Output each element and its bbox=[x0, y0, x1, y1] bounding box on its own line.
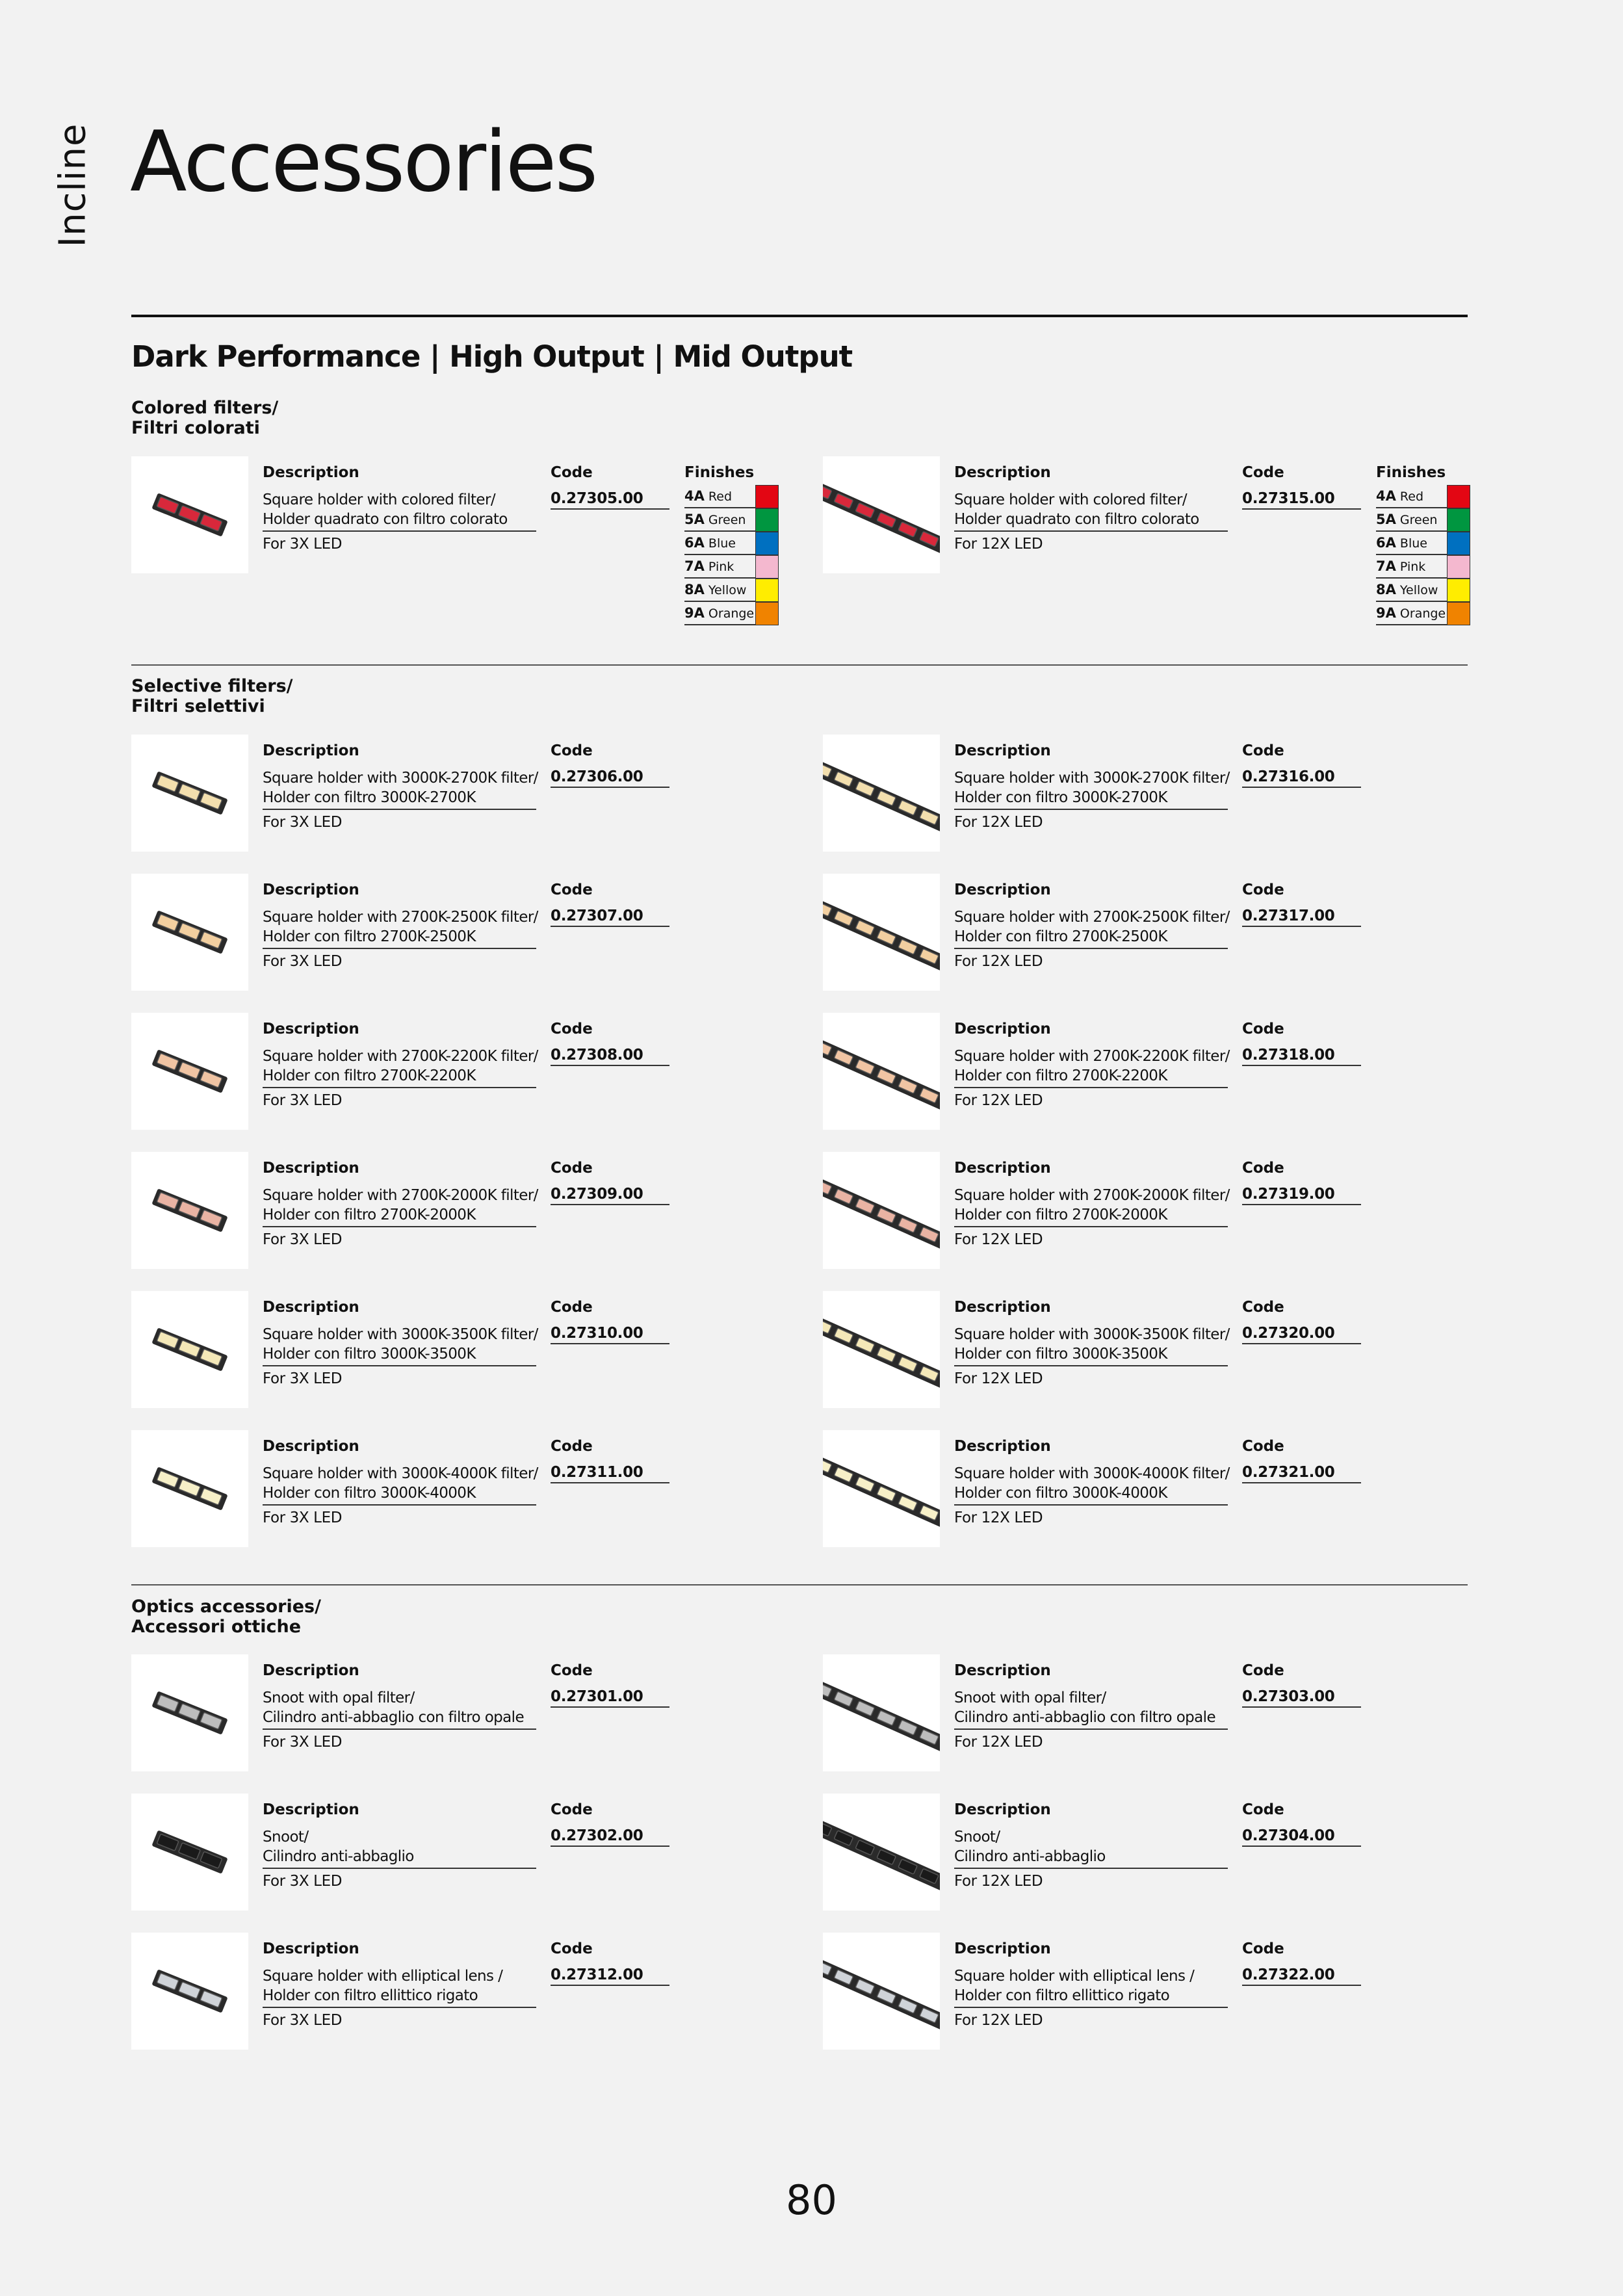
product-code: 0.27315.00 bbox=[1242, 490, 1361, 510]
product-thumbnail bbox=[823, 874, 940, 991]
product-thumbnail bbox=[823, 1013, 940, 1130]
product-thumbnail bbox=[131, 456, 248, 573]
code-header: Code bbox=[1242, 1801, 1284, 1818]
code-header: Code bbox=[1242, 1021, 1284, 1037]
finish-option: 6A Blue bbox=[684, 532, 779, 555]
product-0.27318.00 bbox=[823, 1013, 1473, 1130]
led-count: For 12X LED bbox=[954, 1509, 1043, 1526]
section-divider bbox=[131, 1584, 1468, 1585]
led-count: For 3X LED bbox=[263, 1370, 343, 1387]
product-0.27310.00 bbox=[131, 1291, 781, 1408]
led-count: For 3X LED bbox=[263, 814, 343, 831]
product-image bbox=[823, 1933, 940, 2050]
product-code: 0.27320.00 bbox=[1242, 1325, 1361, 1344]
description-header: Description bbox=[263, 1021, 359, 1037]
code-header: Code bbox=[551, 1801, 593, 1818]
description-text: Square holder with elliptical lens / Holder con filtro ellittico rigato bbox=[263, 1966, 536, 2008]
description-header: Description bbox=[954, 1160, 1051, 1177]
description-header: Description bbox=[954, 1801, 1051, 1818]
description-header: Description bbox=[263, 1299, 359, 1316]
page-title: Accessories bbox=[130, 114, 597, 211]
color-swatch bbox=[755, 602, 779, 625]
product-colored-12x bbox=[823, 456, 1473, 621]
product-code: 0.27305.00 bbox=[551, 490, 669, 510]
product-thumbnail bbox=[131, 1152, 248, 1269]
description-header: Description bbox=[954, 881, 1051, 898]
product-thumbnail bbox=[131, 1933, 248, 2050]
code-header: Code bbox=[551, 742, 593, 759]
header-divider bbox=[131, 315, 1468, 317]
product-0.27317.00 bbox=[823, 874, 1473, 991]
led-count: For 3X LED bbox=[263, 1734, 343, 1751]
color-swatch bbox=[755, 508, 779, 532]
description-text: Square holder with elliptical lens / Holder con filtro ellittico rigato bbox=[954, 1966, 1228, 2008]
code-header: Code bbox=[1242, 742, 1284, 759]
led-count: For 12X LED bbox=[954, 2012, 1043, 2029]
section-title-selective: Selective filters/ Filtri selettivi bbox=[131, 676, 293, 716]
product-image bbox=[131, 1794, 248, 1911]
description-text: Square holder with colored filter/ Holder quadrato con filtro colorato bbox=[263, 490, 536, 532]
product-0.27306.00 bbox=[131, 735, 781, 852]
product-thumbnail bbox=[131, 1013, 248, 1130]
code-header: Code bbox=[551, 1940, 593, 1957]
color-swatch bbox=[1447, 579, 1470, 602]
product-code: 0.27316.00 bbox=[1242, 768, 1361, 788]
led-count: For 3X LED bbox=[263, 1092, 343, 1109]
description-header: Description bbox=[263, 742, 359, 759]
code-header: Code bbox=[1242, 881, 1284, 898]
product-thumbnail bbox=[823, 1794, 940, 1911]
product-thumbnail bbox=[131, 874, 248, 991]
product-0.27307.00 bbox=[131, 874, 781, 991]
finishes-header: Finishes bbox=[1376, 464, 1446, 481]
filter-holder-image bbox=[131, 456, 248, 573]
product-image bbox=[823, 1794, 940, 1911]
description-text: Snoot/ Cilindro anti-abbaglio bbox=[954, 1827, 1228, 1869]
description-text: Square holder with 2700K-2500K filter/ Holder con filtro 2700K-2500K bbox=[954, 907, 1228, 949]
color-swatch bbox=[1447, 508, 1470, 532]
product-image bbox=[823, 735, 940, 852]
finish-option: 7A Pink bbox=[684, 555, 779, 579]
description-header: Description bbox=[954, 742, 1051, 759]
led-count: For 3X LED bbox=[263, 536, 343, 553]
product-image bbox=[823, 1152, 940, 1269]
description-text: Square holder with 3000K-4000K filter/ Holder con filtro 3000K-4000K bbox=[263, 1464, 536, 1506]
product-thumbnail bbox=[823, 1933, 940, 2050]
description-header: Description bbox=[263, 1662, 359, 1679]
description-header: Description bbox=[263, 1801, 359, 1818]
description-header: Description bbox=[263, 1160, 359, 1177]
product-code: 0.27303.00 bbox=[1242, 1688, 1361, 1708]
description-text: Square holder with 3000K-2700K filter/ Holder con filtro 3000K-2700K bbox=[263, 768, 536, 810]
product-thumbnail bbox=[131, 1430, 248, 1547]
description-text: Square holder with 3000K-2700K filter/ Holder con filtro 3000K-2700K bbox=[954, 768, 1228, 810]
product-0.27312.00 bbox=[131, 1933, 781, 2050]
section-divider bbox=[131, 664, 1468, 666]
description-header: Description bbox=[954, 1299, 1051, 1316]
product-code: 0.27310.00 bbox=[551, 1325, 669, 1344]
color-swatch bbox=[1447, 532, 1470, 555]
description-text: Square holder with 3000K-3500K filter/ Holder con filtro 3000K-3500K bbox=[954, 1325, 1228, 1366]
product-thumbnail bbox=[131, 1654, 248, 1771]
code-header: Code bbox=[1242, 1662, 1284, 1679]
product-0.27319.00 bbox=[823, 1152, 1473, 1269]
code-header: Code bbox=[551, 1438, 593, 1455]
product-thumbnail bbox=[131, 1291, 248, 1408]
product-image bbox=[131, 1654, 248, 1771]
finish-option: 9A Orange bbox=[684, 602, 779, 625]
led-count: For 12X LED bbox=[954, 1734, 1043, 1751]
code-header: Code bbox=[1242, 1160, 1284, 1177]
product-colored-3x bbox=[131, 456, 781, 621]
code-header: Code bbox=[1242, 1940, 1284, 1957]
color-swatch bbox=[755, 555, 779, 579]
product-image bbox=[823, 874, 940, 991]
section-title-optics: Optics accessories/ Accessori ottiche bbox=[131, 1597, 321, 1637]
product-image bbox=[131, 1152, 248, 1269]
side-label: Incline bbox=[51, 123, 94, 248]
product-0.27308.00 bbox=[131, 1013, 781, 1130]
product-thumbnail bbox=[823, 456, 940, 573]
led-count: For 12X LED bbox=[954, 1370, 1043, 1387]
led-count: For 3X LED bbox=[263, 953, 343, 970]
product-0.27303.00 bbox=[823, 1654, 1473, 1771]
description-header: Description bbox=[263, 464, 359, 481]
section-title-colored: Colored filters/ Filtri colorati bbox=[131, 398, 279, 438]
product-image bbox=[131, 1933, 248, 2050]
code-header: Code bbox=[1242, 464, 1284, 481]
description-header: Description bbox=[954, 1940, 1051, 1957]
product-thumbnail bbox=[823, 1152, 940, 1269]
product-code: 0.27311.00 bbox=[551, 1464, 669, 1483]
description-text: Snoot with opal filter/ Cilindro anti-abbaglio con filtro opale bbox=[263, 1688, 536, 1730]
product-image bbox=[823, 1430, 940, 1547]
color-swatch bbox=[755, 579, 779, 602]
finish-option: 5A Green bbox=[1376, 508, 1470, 532]
code-header: Code bbox=[1242, 1438, 1284, 1455]
product-image bbox=[131, 1013, 248, 1130]
product-code: 0.27309.00 bbox=[551, 1186, 669, 1205]
code-header: Code bbox=[1242, 1299, 1284, 1316]
color-swatch bbox=[1447, 602, 1470, 625]
finish-option: 9A Orange bbox=[1376, 602, 1470, 625]
description-text: Square holder with 2700K-2500K filter/ Holder con filtro 2700K-2500K bbox=[263, 907, 536, 949]
product-image bbox=[131, 1430, 248, 1547]
product-code: 0.27301.00 bbox=[551, 1688, 669, 1708]
product-code: 0.27319.00 bbox=[1242, 1186, 1361, 1205]
led-count: For 3X LED bbox=[263, 2012, 343, 2029]
led-count: For 12X LED bbox=[954, 953, 1043, 970]
product-image bbox=[823, 1013, 940, 1130]
finishes-list bbox=[1376, 485, 1470, 625]
finish-option: 5A Green bbox=[684, 508, 779, 532]
product-thumbnail bbox=[823, 1430, 940, 1547]
code-header: Code bbox=[551, 1160, 593, 1177]
finishes-header: Finishes bbox=[684, 464, 755, 481]
product-code: 0.27306.00 bbox=[551, 768, 669, 788]
product-0.27301.00 bbox=[131, 1654, 781, 1771]
color-swatch bbox=[755, 532, 779, 555]
page-number: 80 bbox=[786, 2176, 837, 2224]
color-swatch bbox=[1447, 555, 1470, 579]
product-0.27309.00 bbox=[131, 1152, 781, 1269]
product-0.27316.00 bbox=[823, 735, 1473, 852]
product-code: 0.27321.00 bbox=[1242, 1464, 1361, 1483]
description-header: Description bbox=[954, 1438, 1051, 1455]
code-header: Code bbox=[551, 881, 593, 898]
description-header: Description bbox=[263, 1940, 359, 1957]
finish-option: 4A Red bbox=[1376, 485, 1470, 508]
product-image bbox=[823, 1291, 940, 1408]
description-header: Description bbox=[263, 881, 359, 898]
finish-option: 4A Red bbox=[684, 485, 779, 508]
code-header: Code bbox=[551, 464, 593, 481]
product-thumbnail bbox=[131, 1794, 248, 1911]
product-0.27322.00 bbox=[823, 1933, 1473, 2050]
description-text: Snoot/ Cilindro anti-abbaglio bbox=[263, 1827, 536, 1869]
product-code: 0.27308.00 bbox=[551, 1047, 669, 1066]
code-header: Code bbox=[551, 1021, 593, 1037]
description-text: Square holder with 2700K-2200K filter/ Holder con filtro 2700K-2200K bbox=[263, 1047, 536, 1088]
led-count: For 3X LED bbox=[263, 1873, 343, 1890]
led-count: For 12X LED bbox=[954, 814, 1043, 831]
description-text: Square holder with 2700K-2000K filter/ Holder con filtro 2700K-2000K bbox=[263, 1186, 536, 1227]
product-0.27311.00 bbox=[131, 1430, 781, 1547]
description-text: Square holder with 2700K-2000K filter/ Holder con filtro 2700K-2000K bbox=[954, 1186, 1228, 1227]
description-text: Snoot with opal filter/ Cilindro anti-abbaglio con filtro opale bbox=[954, 1688, 1228, 1730]
product-0.27320.00 bbox=[823, 1291, 1473, 1408]
code-header: Code bbox=[551, 1299, 593, 1316]
code-header: Code bbox=[551, 1662, 593, 1679]
finish-option: 8A Yellow bbox=[684, 579, 779, 602]
page-subtitle: Dark Performance | High Output | Mid Output bbox=[131, 339, 853, 374]
product-image bbox=[131, 874, 248, 991]
led-count: For 12X LED bbox=[954, 1231, 1043, 1248]
product-0.27321.00 bbox=[823, 1430, 1473, 1547]
description-header: Description bbox=[954, 1021, 1051, 1037]
finish-option: 6A Blue bbox=[1376, 532, 1470, 555]
product-image bbox=[823, 1654, 940, 1771]
product-code: 0.27318.00 bbox=[1242, 1047, 1361, 1066]
product-code: 0.27322.00 bbox=[1242, 1966, 1361, 1986]
led-count: For 3X LED bbox=[263, 1231, 343, 1248]
color-swatch bbox=[1447, 485, 1470, 508]
product-thumbnail bbox=[823, 735, 940, 852]
product-code: 0.27312.00 bbox=[551, 1966, 669, 1986]
color-swatch bbox=[755, 485, 779, 508]
product-thumbnail bbox=[823, 1291, 940, 1408]
product-thumbnail bbox=[823, 1654, 940, 1771]
product-thumbnail bbox=[131, 735, 248, 852]
product-code: 0.27307.00 bbox=[551, 907, 669, 927]
description-text: Square holder with 2700K-2200K filter/ Holder con filtro 2700K-2200K bbox=[954, 1047, 1228, 1088]
led-count: For 3X LED bbox=[263, 1509, 343, 1526]
filter-holder-image bbox=[823, 456, 940, 573]
description-text: Square holder with 3000K-4000K filter/ Holder con filtro 3000K-4000K bbox=[954, 1464, 1228, 1506]
description-text: Square holder with colored filter/ Holder quadrato con filtro colorato bbox=[954, 490, 1228, 532]
product-image bbox=[131, 1291, 248, 1408]
product-code: 0.27304.00 bbox=[1242, 1827, 1361, 1847]
product-code: 0.27302.00 bbox=[551, 1827, 669, 1847]
description-header: Description bbox=[954, 464, 1051, 481]
finish-option: 7A Pink bbox=[1376, 555, 1470, 579]
product-0.27302.00 bbox=[131, 1794, 781, 1911]
led-count: For 12X LED bbox=[954, 1873, 1043, 1890]
description-header: Description bbox=[263, 1438, 359, 1455]
product-0.27304.00 bbox=[823, 1794, 1473, 1911]
led-count: For 12X LED bbox=[954, 1092, 1043, 1109]
product-code: 0.27317.00 bbox=[1242, 907, 1361, 927]
finish-option: 8A Yellow bbox=[1376, 579, 1470, 602]
description-header: Description bbox=[954, 1662, 1051, 1679]
led-count: For 12X LED bbox=[954, 536, 1043, 553]
product-image bbox=[131, 735, 248, 852]
finishes-list bbox=[684, 485, 779, 625]
description-text: Square holder with 3000K-3500K filter/ Holder con filtro 3000K-3500K bbox=[263, 1325, 536, 1366]
